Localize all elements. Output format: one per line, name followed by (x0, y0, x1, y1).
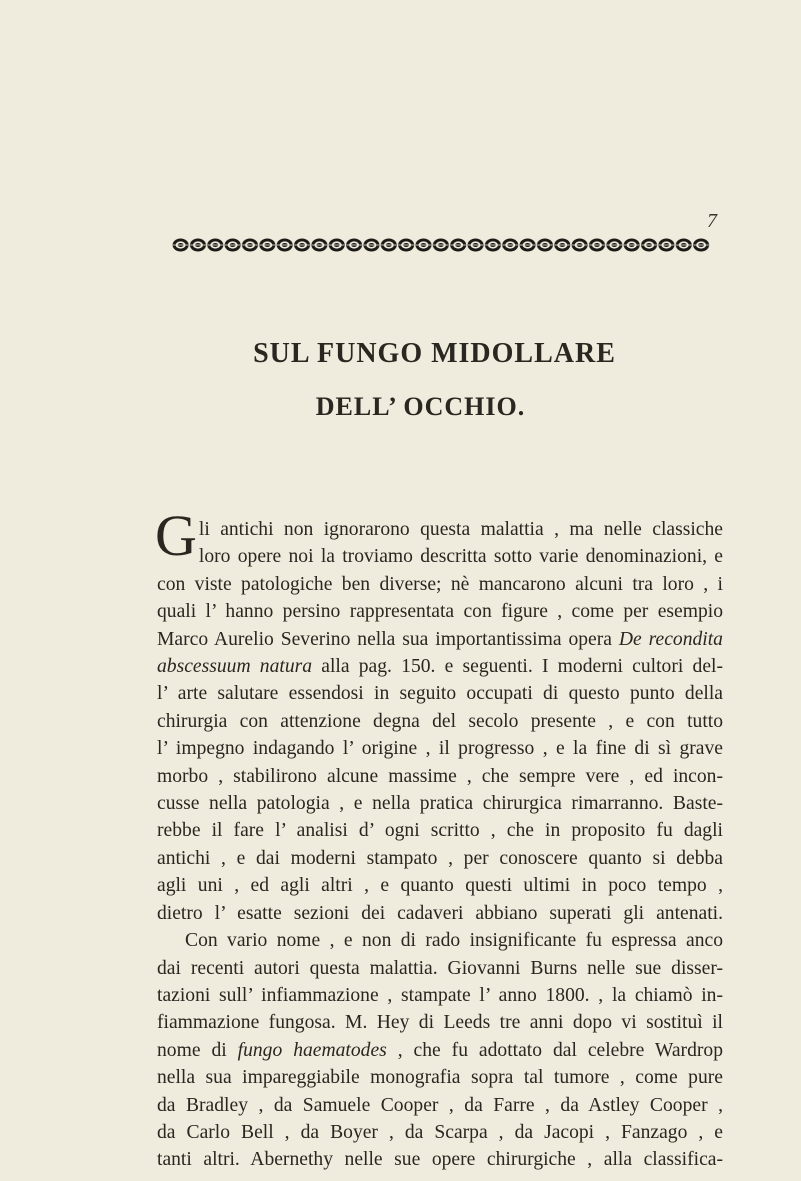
text-line: l’ impegno indagando l’ origine , il progresso , e la fine di sì grave (157, 738, 723, 760)
drop-cap: G (155, 503, 197, 568)
text-line: nella sua impareggiabile monografia sopra tal tumore , come pure (157, 1067, 723, 1089)
text-line: abscessuum natura alla pag. 150. e seguenti. I moderni cultori del- (157, 656, 723, 678)
chapter-subtitle: DELL’ OCCHIO. (315, 392, 526, 421)
text-line: loro opere noi la troviamo descritta sotto varie denominazioni, e (198, 546, 723, 568)
text-line: antichi , e dai moderni stampato , per conoscere quanto si debba (157, 847, 723, 869)
text-line: con viste patologiche ben diverse; nè mancarono alcuni tra loro , i (157, 573, 723, 595)
text-line: dietro l’ esatte sezioni dei cadaveri abbiano superati gli antenati. (157, 902, 723, 924)
text-line: dai recenti autori questa malattia. Giovanni Burns nelle sue disser- (157, 957, 723, 979)
text-line: nome di fungo haematodes , che fu adottato dal celebre Wardrop (157, 1039, 723, 1061)
italic-title: abscessuum natura (157, 656, 313, 678)
text-line: agli uni , ed agli altri , e quanto questi ultimi in poco tempo , (157, 875, 723, 897)
text-line: Con vario nome , e non di rado insignificante fu espressa anco (185, 930, 723, 952)
text-line: l’ arte salutare essendosi in seguito occupati di questo punto della (157, 683, 723, 705)
italic-title: De recondita (618, 628, 723, 650)
body-text (155, 503, 723, 1174)
italic-term: fungo haematodes (237, 1039, 387, 1061)
text-line: tanti altri. Abernethy nelle sue opere chirurgiche , alla classifica- (157, 1149, 723, 1171)
text-line: chirurgia con attenzione degna del secolo presente , e con tutto (157, 710, 723, 732)
text-line: morbo , stabilirono alcune massime , che sempre vere , ed incon- (157, 765, 723, 787)
ornamental-border-icon (172, 237, 710, 253)
text-line: Marco Aurelio Severino nella sua importantissima opera De recondita (157, 628, 723, 650)
text-line: fiammazione fungosa. M. Hey di Leeds tre anni dopo vi sostituì il (157, 1012, 723, 1034)
text-line: li antichi non ignorarono questa malattia , ma nelle classiche (198, 519, 723, 540)
text-line: da Bradley , da Samuele Cooper , da Farre , da Astley Cooper , (157, 1094, 723, 1116)
text-line: cusse nella patologia , e nella pratica chirurgica rimarranno. Baste- (157, 793, 723, 815)
text-line: quali l’ hanno persino rappresentata con figure , come per esempio (157, 601, 723, 623)
page-number: 7 (707, 210, 717, 232)
chapter-title: SUL FUNGO MIDOLLARE (253, 338, 616, 369)
text-line: rebbe il fare l’ analisi d’ ogni scritto , che in proposito fu dagli (157, 820, 723, 842)
text-line: da Carlo Bell , da Boyer , da Scarpa , da Jacopi , Fanzago , e (157, 1121, 723, 1143)
text-line: tazioni sull’ infiammazione , stampate l’ anno 1800. , la chiamò in- (157, 984, 723, 1006)
